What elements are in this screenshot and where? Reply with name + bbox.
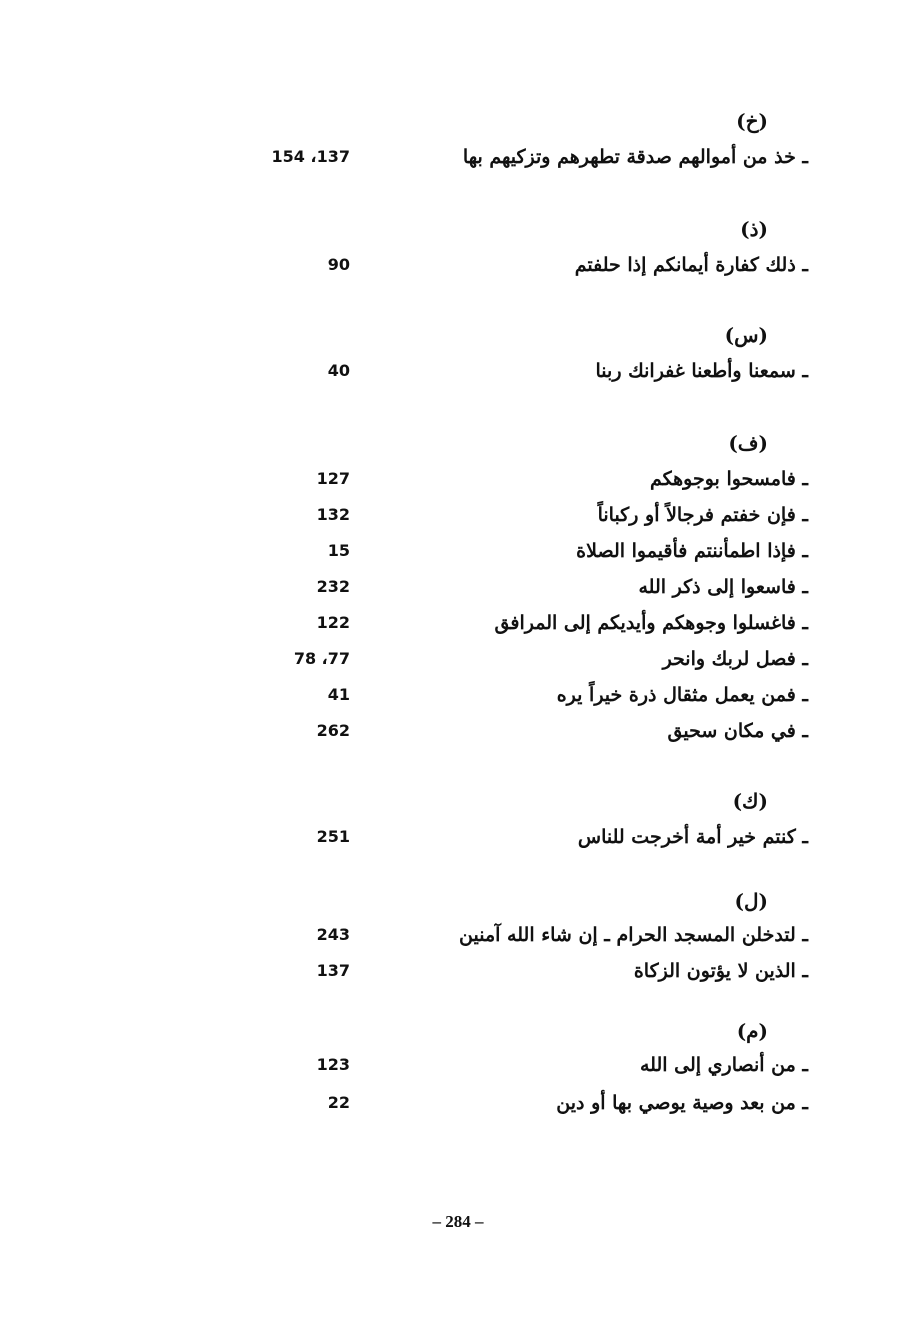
leader-dots — [372, 536, 628, 566]
index-entry — [0, 608, 916, 638]
entry-text: ـ في مكان سحيق — [667, 720, 808, 742]
index-entry — [0, 644, 916, 674]
entry-pages: 41 — [327, 685, 350, 704]
entry-text: ـ فاغسلوا وجوهكم وأيديكم إلى المرافق — [494, 612, 808, 634]
section-heading: (ل) — [734, 889, 768, 913]
index-entry — [0, 250, 916, 280]
entry-text: ـ خذ من أموالهم صدقة تطهرهم وتزكيهم بها — [462, 146, 808, 168]
entry-pages: 262 — [316, 721, 350, 740]
entry-text: ـ من بعد وصية يوصي بها أو دين — [556, 1092, 808, 1114]
leader-dots — [372, 356, 594, 386]
leader-dots — [372, 822, 582, 852]
index-entry — [0, 536, 916, 566]
entry-pages: 137 — [316, 961, 350, 980]
index-entry — [0, 142, 916, 172]
section-heading: (ك) — [732, 789, 768, 813]
entry-text: ـ الذين لا يؤتون الزكاة — [633, 960, 808, 982]
leader-dots — [372, 572, 650, 602]
leader-dots — [372, 464, 662, 494]
index-entry — [0, 920, 916, 950]
entry-pages: 243 — [316, 925, 350, 944]
leader-dots — [372, 1088, 572, 1118]
leader-dots — [372, 608, 548, 638]
index-entry — [0, 500, 916, 530]
leader-dots — [372, 1050, 650, 1080]
page-number: – 284 – — [432, 1212, 484, 1231]
index-entry — [0, 956, 916, 986]
index-entry — [0, 822, 916, 852]
leader-dots — [372, 920, 494, 950]
leader-dots — [372, 956, 634, 986]
section-heading: (ذ) — [740, 217, 768, 241]
entry-pages: 251 — [316, 827, 350, 846]
section-heading: (س) — [724, 323, 768, 347]
entry-pages: 137، 154 — [271, 147, 350, 166]
section-heading: (م) — [736, 1019, 768, 1043]
entry-text: ـ فصل لربك وانحر — [662, 648, 808, 670]
entry-text: ـ فامسحوا بوجوهكم — [650, 468, 808, 490]
entry-text: ـ كنتم خير أمة أخرجت للناس — [577, 826, 808, 848]
entry-text: ـ من أنصاري إلى الله — [640, 1054, 808, 1076]
entry-pages: 122 — [316, 613, 350, 632]
section-heading: (خ) — [736, 109, 768, 133]
entry-text: ـ فإن خفتم فرجالاً أو ركباناً — [597, 504, 808, 526]
entry-text: ـ فمن يعمل مثقال ذرة خيراً يره — [556, 684, 808, 706]
entry-text: ـ فإذا اطمأننتم فأقيموا الصلاة — [576, 540, 808, 562]
leader-dots — [372, 716, 672, 746]
entry-text: ـ لتدخلن المسجد الحرام ـ إن شاء الله آمنين — [459, 924, 808, 946]
index-entry — [0, 356, 916, 386]
entry-pages: 77، 78 — [293, 649, 350, 668]
entry-pages: 15 — [327, 541, 350, 560]
entry-pages: 127 — [316, 469, 350, 488]
index-entry — [0, 572, 916, 602]
entry-pages: 123 — [316, 1055, 350, 1074]
leader-dots — [372, 250, 604, 280]
leader-dots — [372, 500, 610, 530]
entry-text: ـ ذلك كفارة أيمانكم إذا حلفتم — [574, 254, 808, 276]
section-heading: (ف) — [728, 431, 768, 455]
leader-dots — [372, 680, 578, 710]
entry-pages: 232 — [316, 577, 350, 596]
index-entry — [0, 716, 916, 746]
entry-pages: 132 — [316, 505, 350, 524]
index-entry — [0, 680, 916, 710]
entry-text: ـ سمعنا وأطعنا غفرانك ربنا — [595, 360, 808, 382]
index-entry — [0, 464, 916, 494]
leader-dots — [372, 644, 668, 674]
entry-pages: 22 — [327, 1093, 350, 1112]
entry-pages: 90 — [327, 255, 350, 274]
index-entry — [0, 1088, 916, 1118]
entry-pages: 40 — [327, 361, 350, 380]
leader-dots — [372, 142, 512, 172]
entry-text: ـ فاسعوا إلى ذكر الله — [638, 576, 808, 598]
index-entry — [0, 1050, 916, 1080]
